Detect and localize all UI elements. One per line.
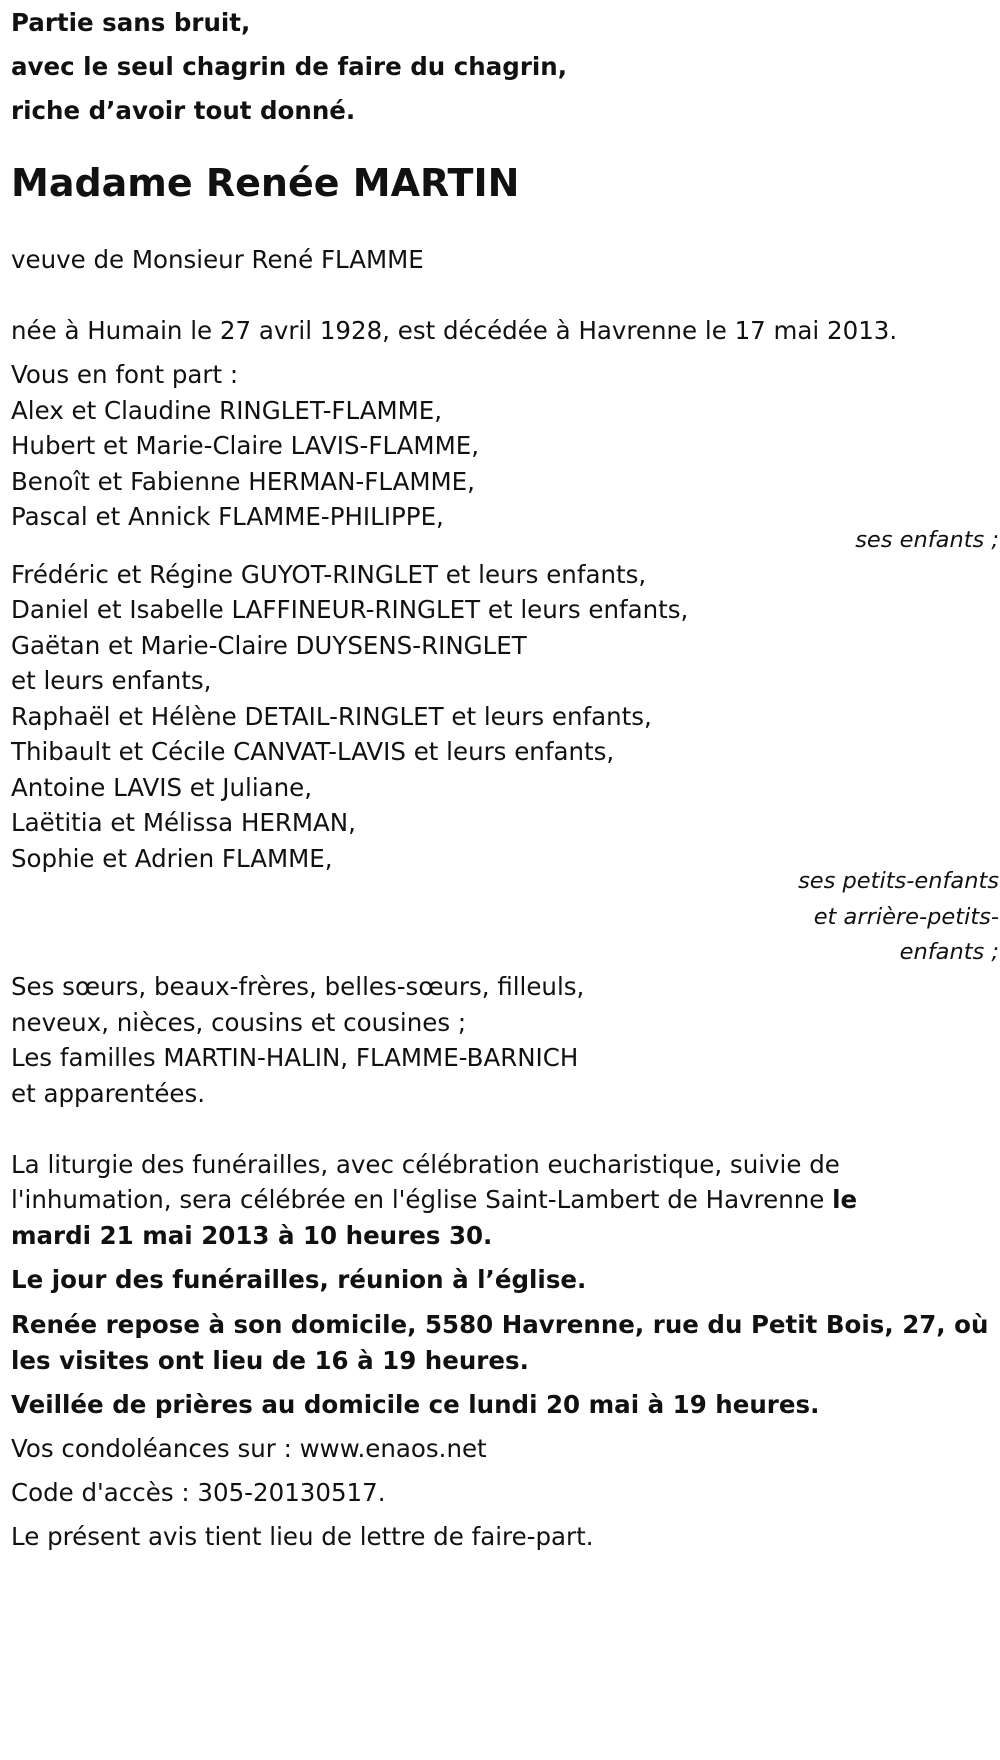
grandchild-line: Daniel et Isabelle LAFFINEUR-RINGLET et leurs enfants, <box>11 595 689 624</box>
child-line: Pascal et Annick FLAMME-PHILIPPE, <box>11 502 444 531</box>
grandchildren-label-1: ses petits-enfants <box>798 868 999 894</box>
family-line: Les familles MARTIN-HALIN, FLAMME-BARNICH <box>11 1043 579 1072</box>
rest-line-2: les visites ont lieu de 16 à 19 heures. <box>11 1346 529 1375</box>
liturgy-line-2-bold: le <box>832 1185 858 1214</box>
vigil-line: Veillée de prières au domicile ce lundi 20 mai à 19 heures. <box>11 1390 820 1419</box>
grandchild-line: Thibault et Cécile CANVAT-LAVIS et leurs enfants, <box>11 737 615 766</box>
family-line: et apparentées. <box>11 1079 206 1108</box>
meeting-line: Le jour des funérailles, réunion à l’église. <box>11 1265 587 1294</box>
deceased-name: Madame Renée MARTIN <box>11 161 520 205</box>
grandchild-line: Antoine LAVIS et Juliane, <box>11 773 313 802</box>
grandchild-line: et leurs enfants, <box>11 666 212 695</box>
access-code-line: Code d'accès : 305-20130517. <box>11 1478 386 1507</box>
birth-death: née à Humain le 27 avril 1928, est décédée à Havrenne le 17 mai 2013. <box>11 316 898 345</box>
condolences-line: Vos condoléances sur : www.enaos.net <box>11 1434 487 1463</box>
grandchild-line: Gaëtan et Marie-Claire DUYSENS-RINGLET <box>11 631 527 660</box>
grandchild-line: Frédéric et Régine GUYOT-RINGLET et leurs enfants, <box>11 560 647 589</box>
liturgy-line-3: mardi 21 mai 2013 à 10 heures 30. <box>11 1221 493 1250</box>
grandchild-line: Sophie et Adrien FLAMME, <box>11 844 333 873</box>
widow-of: veuve de Monsieur René FLAMME <box>11 245 424 274</box>
grandchildren-label-3: enfants ; <box>899 939 999 965</box>
liturgy-line-2 <box>11 1185 857 1215</box>
epitaph-line-1: Partie sans bruit, <box>11 8 251 37</box>
liturgy-line-2-text: l'inhumation, sera célébrée en l'église Saint-Lambert de Havrenne <box>11 1185 833 1214</box>
child-line: Alex et Claudine RINGLET-FLAMME, <box>11 396 443 425</box>
liturgy-line-1: La liturgie des funérailles, avec célébration eucharistique, suivie de <box>11 1150 840 1179</box>
grandchild-line: Laëtitia et Mélissa HERMAN, <box>11 808 356 837</box>
child-line: Benoît et Fabienne HERMAN-FLAMME, <box>11 467 475 496</box>
notice-line: Le présent avis tient lieu de lettre de faire-part. <box>11 1522 594 1551</box>
announcement-intro: Vous en font part : <box>11 360 239 389</box>
family-line: neveux, nièces, cousins et cousines ; <box>11 1008 467 1037</box>
children-label: ses enfants ; <box>855 527 999 553</box>
family-line: Ses sœurs, beaux-frères, belles-sœurs, filleuls, <box>11 972 585 1001</box>
epitaph-line-3: riche d’avoir tout donné. <box>11 96 356 125</box>
epitaph-line-2: avec le seul chagrin de faire du chagrin, <box>11 52 568 81</box>
grandchildren-label-2: et arrière-petits- <box>813 904 999 930</box>
grandchild-line: Raphaël et Hélène DETAIL-RINGLET et leurs enfants, <box>11 702 652 731</box>
rest-line-1: Renée repose à son domicile, 5580 Havrenne, rue du Petit Bois, 27, où <box>11 1310 989 1339</box>
child-line: Hubert et Marie-Claire LAVIS-FLAMME, <box>11 431 479 460</box>
